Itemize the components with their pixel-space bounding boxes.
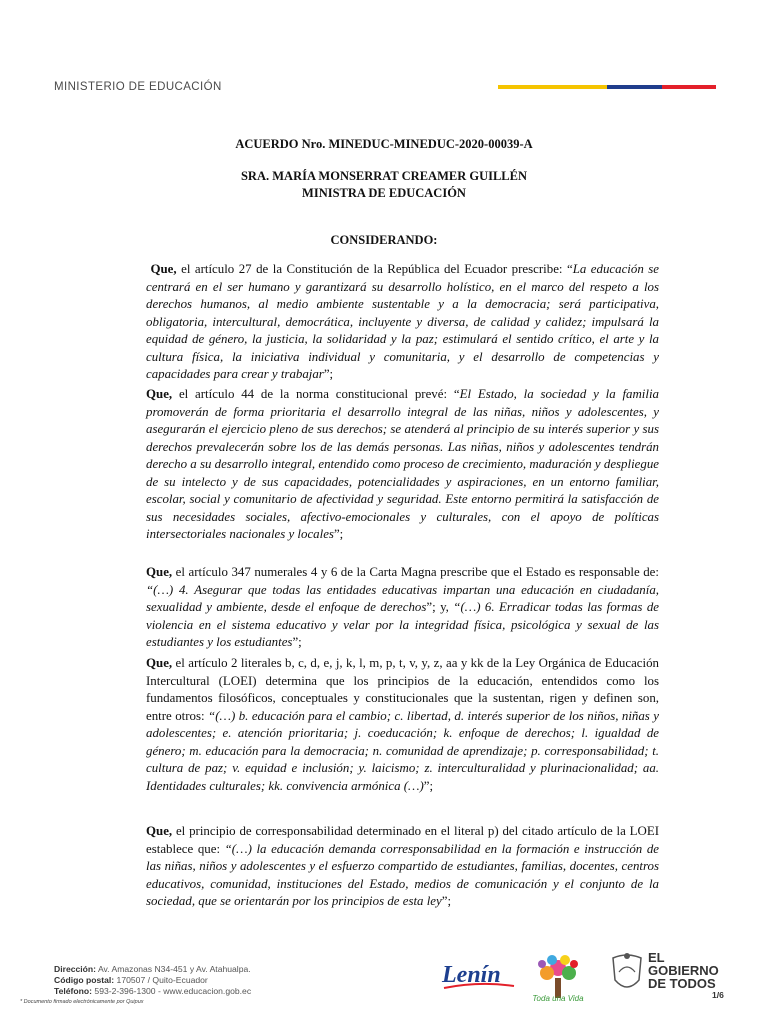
que-lead: Que, [146,387,173,401]
lenin-logo [440,955,518,995]
que-lead: Que, [146,656,173,670]
gov-line1: EL [648,950,665,965]
toda-una-vida-caption: Toda una Vida [532,994,584,1003]
coat-of-arms-icon [609,950,645,996]
address-label: Dirección: [54,964,97,974]
quote-text: “(…) 4. Asegurar que todas las entidades educativas impartan una educación en ciudadanía, sexualidad y ambiente, desde el enfoque de derechos [146,582,659,614]
footer-address [54,964,251,997]
tree-leaf [562,966,576,980]
intro-text: el artículo 27 de la Constitución de la República del Ecuador prescribe: “ [176,262,573,276]
quote-text-2: “(…) 6. Erradicar todas las formas de violencia en el sistema educativo y velar por la integridad física, psicológica y sexual de las estudiantes y los estudiantes [146,600,659,649]
lenin-logo-text: Lenín [442,962,501,988]
que-lead: Que, [146,824,173,838]
closing-text: ”; [441,894,452,908]
middle-text: ”; y, [426,600,454,614]
phone-label: Teléfono: [54,986,93,996]
tree-leaf [570,960,578,968]
flag-stripe [498,85,716,89]
paragraph-art347 [146,564,659,652]
quote-text: La educación se centrará en el ser humano y garantizará su desarrollo holístico, en el marco del respeto a los derechos humanos, al medio ambiente sustentable y a la democracia; será participativa, obligatoria, intercultural, democrática, incluyente y diversa, de calidad y calidez; impulsará la equidad de género, la justicia, la solidaridad y la paz; estimulará el sentido crítico, el arte y la cultura física, la iniciativa individual y comunitaria, y el desarrollo de competencias y capacidades para crear y trabajar [146,262,659,381]
address-value: Av. Amazonas N34-451 y Av. Atahualpa. [96,964,251,974]
tree-leaf [538,960,546,968]
page-number: 1/6 [712,990,724,1000]
agreement-number: ACUERDO Nro. MINEDUC-MINEDUC-2020-00039-A [235,137,533,151]
minister-name: SRA. MARÍA MONSERRAT CREAMER GUILLÉN [240,169,528,183]
flag-red [662,85,717,89]
considerando-heading: CONSIDERANDO: [330,233,438,247]
flag-yellow [498,85,607,89]
intro-text: el principio de corresponsabilidad determinado en el literal p) del citado artículo de la LOEI establece que: [146,824,659,856]
paragraph-corresponsabilidad [146,823,659,911]
tree-leaf [540,966,554,980]
shield-detail [619,967,635,972]
que-lead: Que, [150,262,177,276]
gobierno-de-todos-logo [648,951,719,990]
paragraph-art44 [146,386,659,544]
phone-value: 593-2-396-1300 - www.educacion.gob.ec [92,986,252,996]
closing-text: ”; [292,635,302,649]
postal-value: 170507 / Quito-Ecuador [114,975,208,985]
paragraph-loei-art2 [146,655,659,795]
closing-text: ”; [333,527,344,541]
quote-text: “(…) la educación demanda corresponsabilidad en la formación e instrucción de las niñas, niños y adolescentes y el esfuerzo compartido de estudiantes, familias, docentes, centros educativos, comunidad, instituciones del Estado, medios de comunicación y el conjunto de la sociedad, que se orientarán por los principios de esta ley [146,841,659,908]
gov-line3: DE TODOS [648,976,716,991]
postal-label: Código postal: [54,975,115,985]
closing-text: ”; [323,367,334,381]
tree-leaf [547,955,557,965]
minister-title: MINISTRA DE EDUCACIÓN [302,186,466,200]
que-lead: Que, [146,565,173,579]
flag-blue [607,85,662,89]
intro-text: el artículo 347 numerales 4 y 6 de la Carta Magna prescribe que el Estado es responsable de: [172,565,659,579]
quote-text: “(…) b. educación para el cambio; c. libertad, d. interés superior de los niños, niñas y adolescentes; e. atención prioritaria; j. coeducación; k. enfoque de derechos; l. igualdad de género; m. educación para la democracia; n. comunidad de aprendizaje; p. corresponsabilidad; t. cultura de paz; v. equidad e inclusión; y. laicismo; z. interculturalidad y plurinacionalidad; aa. Identidades culturales; kk. convivencia armónica (…) [146,708,659,793]
condor-head [624,953,630,959]
closing-text: ”; [423,778,434,793]
quote-text: El Estado, la sociedad y la familia promoverán de forma prioritaria el desarrollo integral de las niñas, niños y adolescentes, y asegurarán el ejercicio pleno de sus derechos; se atenderá al principio de su interés superior y sus derechos prevalecerán sobre los de las demás personas. Las niñas, niños y adolescentes tendrán derecho a su desarrollo integral, entendido como proceso de crecimiento, maduración y despliegue de su intelecto y de sus capacidades, potencialidades y aspiraciones, en un entorno familiar, escolar, social y comunitario de afectividad y seguridad. Este entorno permitirá la satisfacción de sus necesidades sociales, afectivo-emocionales y culturales, con el apoyo de políticas intersectoriales nacionales y locales [146,387,659,541]
tree-leaf [560,955,570,965]
paragraph-art27 [146,261,659,384]
intro-text: el artículo 44 de la norma constitucional prevé: “ [172,387,460,401]
shield-outline [613,955,641,987]
electronic-signature-note: * Documento firmado electrónicamente por Quipux [20,999,144,1005]
intro-text: el artículo 2 literales b, c, d, e, j, k, l, m, p, t, v, y, z, aa y kk de la Ley Orgánica de Educación Intercultural (LOEI) determina que los principios de la educación, entendidos como los fundamentos filosóficos, conceptuales y constitucionales que la sustentan, rigen y definen son, entre otros: [146,656,659,723]
gov-line2: GOBIERNO [648,963,719,978]
ministry-name: MINISTERIO DE EDUCACIÓN [54,81,222,93]
